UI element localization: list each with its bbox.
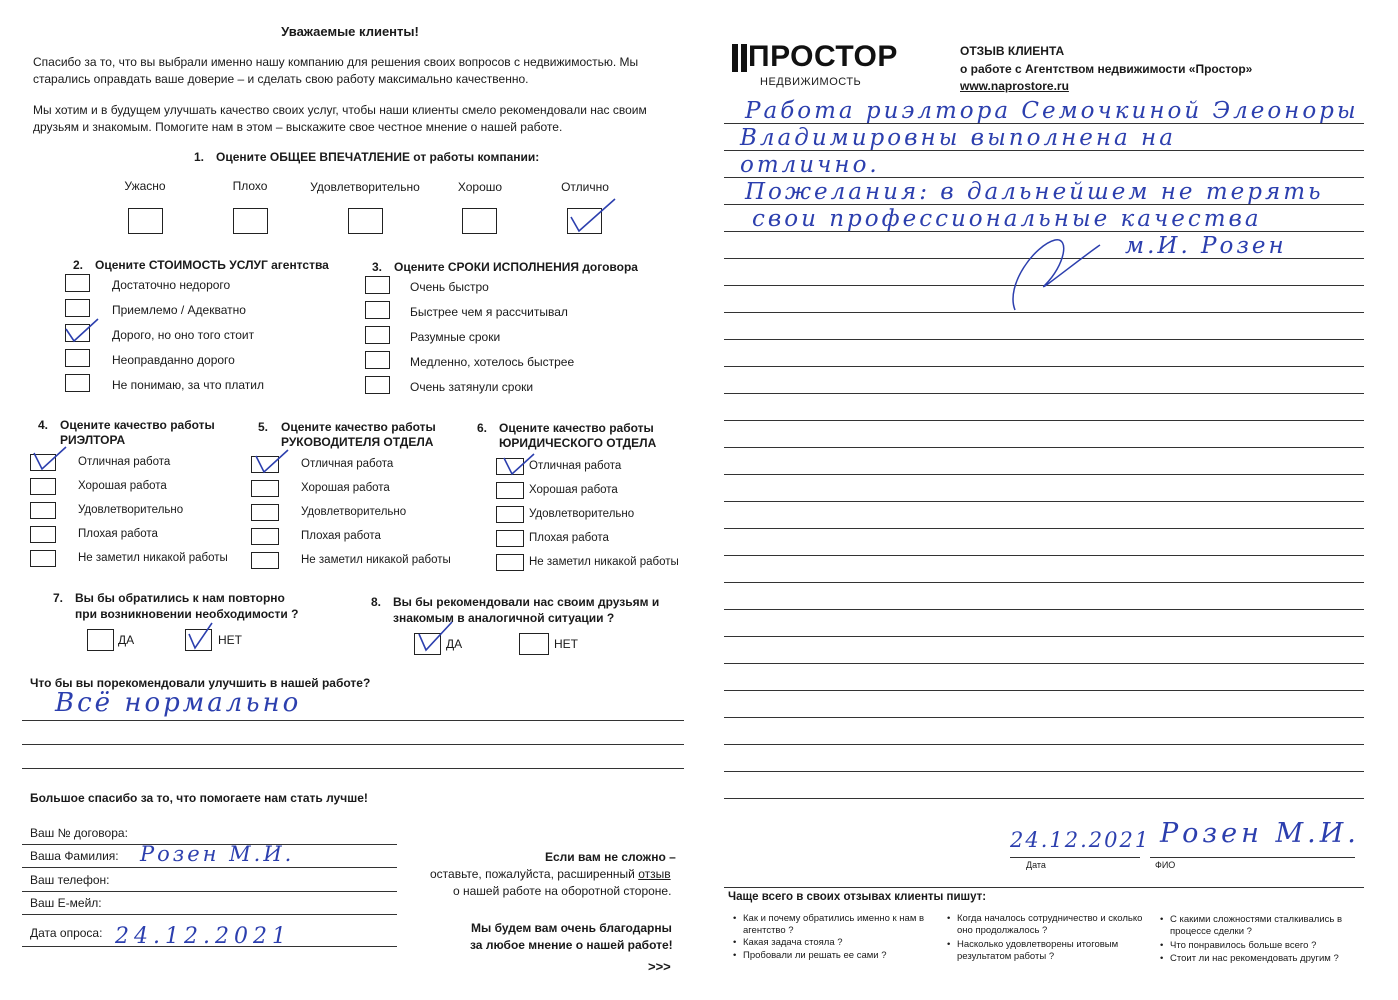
q4-option-label: Плохая работа bbox=[78, 528, 158, 540]
prostor-logo bbox=[732, 40, 912, 92]
q5-option-label: Не заметил никакой работы bbox=[301, 554, 451, 566]
q6-title-subject: ЮРИДИЧЕСКОГО ОТДЕЛА bbox=[499, 436, 657, 450]
field-label-email: Ваш Е-мейл: bbox=[30, 896, 102, 910]
q4-checkbox[interactable] bbox=[30, 526, 56, 543]
intro-paragraph-1: Спасибо за то, что вы выбрали именно нашу компанию для решения своих вопросов с недвижимостью. Мы старались оправдать ваше доверие – и сделать свою работу максимально качественно. bbox=[33, 55, 639, 86]
q3-option-label: Очень затянули сроки bbox=[410, 380, 534, 394]
q4-option-label: Удовлетворительно bbox=[78, 504, 184, 516]
hint-item: • Насколько удовлетворены итоговым результатом работы ? bbox=[957, 939, 1147, 963]
q7-title-line2: при возникновении необходимости ? bbox=[75, 607, 299, 621]
q6-option-label: Хорошая работа bbox=[529, 484, 618, 496]
q6-option-label: Отличная работа bbox=[529, 460, 622, 472]
signature-scribble-icon bbox=[995, 225, 1115, 320]
hints-title: Чаще всего в своих отзывах клиенты пишут: bbox=[728, 891, 987, 903]
q3-option-label: Быстрее чем я рассчитывал bbox=[410, 305, 568, 319]
q3-number: 3. bbox=[372, 260, 383, 274]
grateful-line1: Мы будем вам очень благодарны bbox=[471, 921, 672, 935]
q1-option-label: Хорошо bbox=[457, 180, 503, 194]
improve-question: Что бы вы порекомендовали улучшить в нашей работе? bbox=[30, 676, 371, 690]
grateful-line2: за любое мнение о нашей работе! bbox=[470, 938, 673, 952]
q4-number: 4. bbox=[38, 418, 49, 432]
greeting-heading: Уважаемые клиенты! bbox=[281, 24, 419, 39]
q2-option-label: Не понимаю, за что платил bbox=[112, 378, 265, 392]
q1-option-label: Ужасно bbox=[124, 179, 166, 193]
hint-item: • Какая задача стояла ? bbox=[743, 937, 933, 949]
review-signature-name[interactable]: м.И. Розен bbox=[1125, 233, 1287, 259]
q5-option-label: Плохая работа bbox=[301, 530, 381, 542]
thanks-text: Большое спасибо за то, что помогаете нам стать лучше! bbox=[30, 791, 368, 805]
handwritten-check-icon bbox=[186, 620, 216, 652]
q4-checkbox[interactable] bbox=[30, 550, 56, 567]
q2-option-label: Неоправданно дорого bbox=[112, 353, 235, 367]
q3-option-label: Медленно, хотелось быстрее bbox=[410, 355, 575, 369]
q8-no-label: НЕТ bbox=[554, 637, 578, 651]
q4-option-label: Не заметил никакой работы bbox=[78, 552, 228, 564]
field-value-date[interactable]: 24.12.2021 bbox=[115, 924, 291, 949]
q4-option-label: Отличная работа bbox=[78, 456, 171, 468]
field-label-date: Дата опроса: bbox=[30, 926, 103, 940]
improve-answer[interactable]: Всё нормально bbox=[55, 688, 302, 718]
q2-option-label: Приемлемо / Адекватно bbox=[112, 303, 246, 317]
site-link[interactable]: www.naprostore.ru bbox=[960, 79, 1069, 93]
field-value-surname[interactable]: Розен М.И. bbox=[140, 842, 295, 866]
logo-subtext: НЕДВИЖИМОСТЬ bbox=[760, 76, 862, 88]
hint-item: • Пробовали ли решать ее сами ? bbox=[743, 950, 933, 962]
handwritten-check-icon bbox=[252, 446, 292, 476]
answer-line bbox=[22, 744, 684, 745]
q3-checkbox[interactable] bbox=[365, 351, 390, 369]
q7-no-label: НЕТ bbox=[218, 633, 242, 647]
review-text-line[interactable]: Пожелания: в дальнейшем не терять bbox=[745, 179, 1324, 205]
q4-title-subject: РИЭЛТОРА bbox=[60, 433, 126, 447]
q5-checkbox[interactable] bbox=[251, 552, 279, 569]
field-label-contract: Ваш № договора: bbox=[30, 826, 128, 840]
q2-checkbox[interactable] bbox=[65, 374, 90, 392]
q5-option-label: Отличная работа bbox=[301, 458, 394, 470]
field-line bbox=[22, 914, 397, 915]
q2-option-label: Достаточно недорого bbox=[112, 278, 231, 292]
q1-checkbox[interactable] bbox=[233, 208, 268, 234]
review-link[interactable]: отзыв bbox=[638, 867, 671, 881]
field-line bbox=[22, 867, 397, 868]
q6-number: 6. bbox=[477, 421, 488, 435]
review-text-line[interactable]: Работа риэлтора Семочкиной Элеоноры bbox=[745, 98, 1359, 124]
q7-yes-checkbox[interactable] bbox=[87, 629, 114, 651]
q6-option-label: Удовлетворительно bbox=[529, 508, 635, 520]
q6-checkbox[interactable] bbox=[496, 482, 524, 499]
hint-item: • Стоит ли нас рекомендовать другим ? bbox=[1170, 953, 1350, 965]
q6-checkbox[interactable] bbox=[496, 530, 524, 547]
q2-checkbox[interactable] bbox=[65, 274, 90, 292]
q5-checkbox[interactable] bbox=[251, 480, 279, 497]
hint-item: • Как и почему обратились именно к нам в агентство ? bbox=[743, 913, 933, 937]
fio-label: ФИО bbox=[1155, 860, 1176, 870]
q2-option-label: Дорого, но оно того стоит bbox=[112, 328, 255, 342]
q5-title-subject: РУКОВОДИТЕЛЯ ОТДЕЛА bbox=[281, 435, 434, 449]
field-line bbox=[22, 946, 397, 947]
q5-option-label: Удовлетворительно bbox=[301, 506, 407, 518]
side-note-title: Если вам не сложно – bbox=[545, 850, 676, 864]
answer-line bbox=[22, 720, 684, 721]
q8-no-checkbox[interactable] bbox=[519, 633, 549, 655]
q5-checkbox[interactable] bbox=[251, 528, 279, 545]
q4-checkbox[interactable] bbox=[30, 502, 56, 519]
date-label: Дата bbox=[1026, 860, 1046, 870]
logo-text: ПРОСТОР bbox=[748, 40, 898, 73]
q5-checkbox[interactable] bbox=[251, 504, 279, 521]
q2-title: Оцените СТОИМОСТЬ УСЛУГ агентства bbox=[95, 258, 329, 272]
hint-item: • Что понравилось больше всего ? bbox=[1170, 940, 1350, 952]
q1-checkbox[interactable] bbox=[462, 208, 497, 234]
q1-checkbox[interactable] bbox=[348, 208, 383, 234]
q5-option-label: Хорошая работа bbox=[301, 482, 390, 494]
q5-title: Оцените качество работы bbox=[281, 420, 436, 434]
review-text-line[interactable]: свои профессиональные качества bbox=[752, 206, 1262, 232]
q6-option-label: Не заметил никакой работы bbox=[529, 556, 679, 568]
q1-number: 1. bbox=[194, 150, 205, 164]
q1-option-label: Отлично bbox=[561, 180, 609, 194]
answer-line bbox=[22, 768, 684, 769]
q7-yes-label: ДА bbox=[118, 633, 135, 647]
q1-checkbox[interactable] bbox=[128, 208, 163, 234]
review-text-line[interactable]: отлично. bbox=[740, 152, 880, 178]
handwritten-check-icon bbox=[416, 618, 456, 654]
q8-title-line2: знакомым в аналогичной ситуации ? bbox=[393, 611, 615, 625]
q7-number: 7. bbox=[53, 591, 64, 605]
q1-title: Оцените ОБЩЕЕ ВПЕЧАТЛЕНИЕ от работы компании: bbox=[216, 150, 540, 164]
q3-checkbox[interactable] bbox=[365, 326, 390, 344]
q3-title: Оцените СРОКИ ИСПОЛНЕНИЯ договора bbox=[394, 260, 638, 274]
q4-checkbox[interactable] bbox=[30, 478, 56, 495]
q4-option-label: Хорошая работа bbox=[78, 480, 167, 492]
side-note-line2: о нашей работе на оборотной стороне. bbox=[453, 884, 672, 898]
field-label-phone: Ваш телефон: bbox=[30, 873, 110, 887]
side-note-line1: оставьте, пожалуйста, расширенный отзыв bbox=[430, 867, 671, 881]
q3-checkbox[interactable] bbox=[365, 376, 390, 394]
q4-title: Оцените качество работы bbox=[60, 418, 215, 432]
q3-option-label: Очень быстро bbox=[410, 280, 489, 294]
review-fio-value[interactable]: Розен М.И. bbox=[1160, 818, 1360, 849]
q6-title: Оцените качество работы bbox=[499, 421, 654, 435]
hint-item: • Когда началось сотрудничество и сколько оно продолжалось ? bbox=[957, 913, 1147, 937]
handwritten-check-icon bbox=[565, 195, 620, 235]
q3-checkbox[interactable] bbox=[365, 276, 390, 294]
q7-title: Вы бы обратились к нам повторно bbox=[75, 591, 285, 605]
field-line bbox=[22, 891, 397, 892]
field-label-surname: Ваша Фамилия: bbox=[30, 849, 119, 863]
q1-option-label: Удовлетворительно bbox=[310, 180, 420, 194]
hint-item: • С какими сложностями сталкивались в процессе сделки ? bbox=[1170, 914, 1350, 938]
handwritten-check-icon bbox=[62, 315, 102, 345]
handwritten-check-icon bbox=[30, 443, 70, 473]
q8-title: Вы бы рекомендовали нас своим друзьям и bbox=[393, 595, 660, 609]
q6-option-label: Плохая работа bbox=[529, 532, 609, 544]
review-date-value[interactable]: 24.12.2021 bbox=[1010, 828, 1151, 852]
review-header-title: ОТЗЫВ КЛИЕНТА bbox=[960, 44, 1065, 58]
q3-checkbox[interactable] bbox=[365, 301, 390, 319]
q5-number: 5. bbox=[258, 420, 269, 434]
review-header-sub: о работе с Агентством недвижимости «Простор» bbox=[960, 62, 1253, 76]
q6-checkbox[interactable] bbox=[496, 506, 524, 523]
q3-option-label: Разумные сроки bbox=[410, 330, 501, 344]
next-page-arrows: >>> bbox=[648, 959, 671, 974]
q6-checkbox[interactable] bbox=[496, 554, 524, 571]
q2-number: 2. bbox=[73, 258, 84, 272]
q2-checkbox[interactable] bbox=[65, 349, 90, 367]
q8-yes-label: ДА bbox=[446, 637, 463, 651]
q1-option-label: Плохо bbox=[232, 179, 268, 193]
intro-paragraph-2: Мы хотим и в будущем улучшать качество своих услуг, чтобы наши клиенты смело рекомендовали нас своим друзьям и знакомым. Помогите нам в этом – выскажите свое честное мнение о нашей работе. bbox=[33, 103, 647, 134]
review-text-line[interactable]: Владимировны выполнена на bbox=[740, 125, 1176, 151]
q8-number: 8. bbox=[371, 595, 382, 609]
